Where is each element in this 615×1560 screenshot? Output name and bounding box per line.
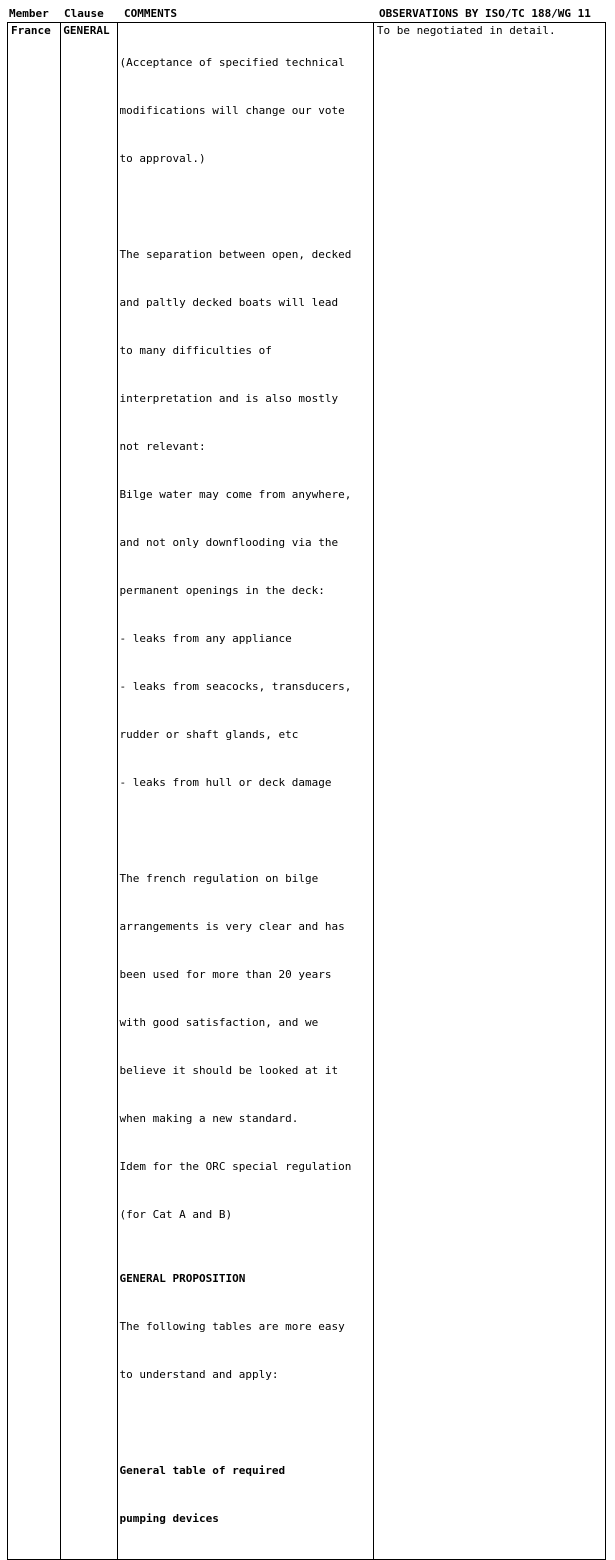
comments-cell	[117, 23, 373, 1560]
header-comments: COMMENTS	[124, 7, 177, 20]
member-value: France	[11, 24, 51, 37]
pumping-table-heading: General table of required pumping devices	[119, 1464, 286, 1525]
comment-paragraph-4: The following tables are more easy to understand and apply:	[119, 1320, 345, 1381]
clause-cell	[61, 23, 117, 1560]
comments-table	[7, 22, 606, 1560]
header-member: Member	[9, 7, 49, 20]
comment-paragraph-2: The separation between open, decked and paltly decked boats will lead to many difficulties of interpretation and is also mostly not relevant: Bilge water may come from anywhere, and not only downflooding via the permanent openings in the deck: - leaks from any appliance - leaks from seacocks, transducers, rudder or shaft glands, etc - leaks from hull or deck damage	[119, 248, 352, 789]
observations-cell	[373, 23, 605, 1560]
observation-value: To be negotiated in detail.	[376, 24, 556, 37]
table-row	[8, 23, 606, 1560]
clause-value: GENERAL	[63, 24, 110, 37]
comment-paragraph-3: The french regulation on bilge arrangements is very clear and has been used for more than 20 years with good satisfaction, and we believe it should be looked at it when making a new standard. Idem for the ORC special regulation (for Cat A and B)	[119, 872, 352, 1221]
header-observations: OBSERVATIONS BY ISO/TC 188/WG 11	[379, 7, 591, 20]
member-cell	[8, 23, 61, 1560]
general-proposition-heading: GENERAL PROPOSITION	[119, 1272, 246, 1285]
header-clause: Clause	[64, 7, 104, 20]
comment-paragraph-1: (Acceptance of specified technical modifications will change our vote to approval.)	[119, 56, 345, 165]
